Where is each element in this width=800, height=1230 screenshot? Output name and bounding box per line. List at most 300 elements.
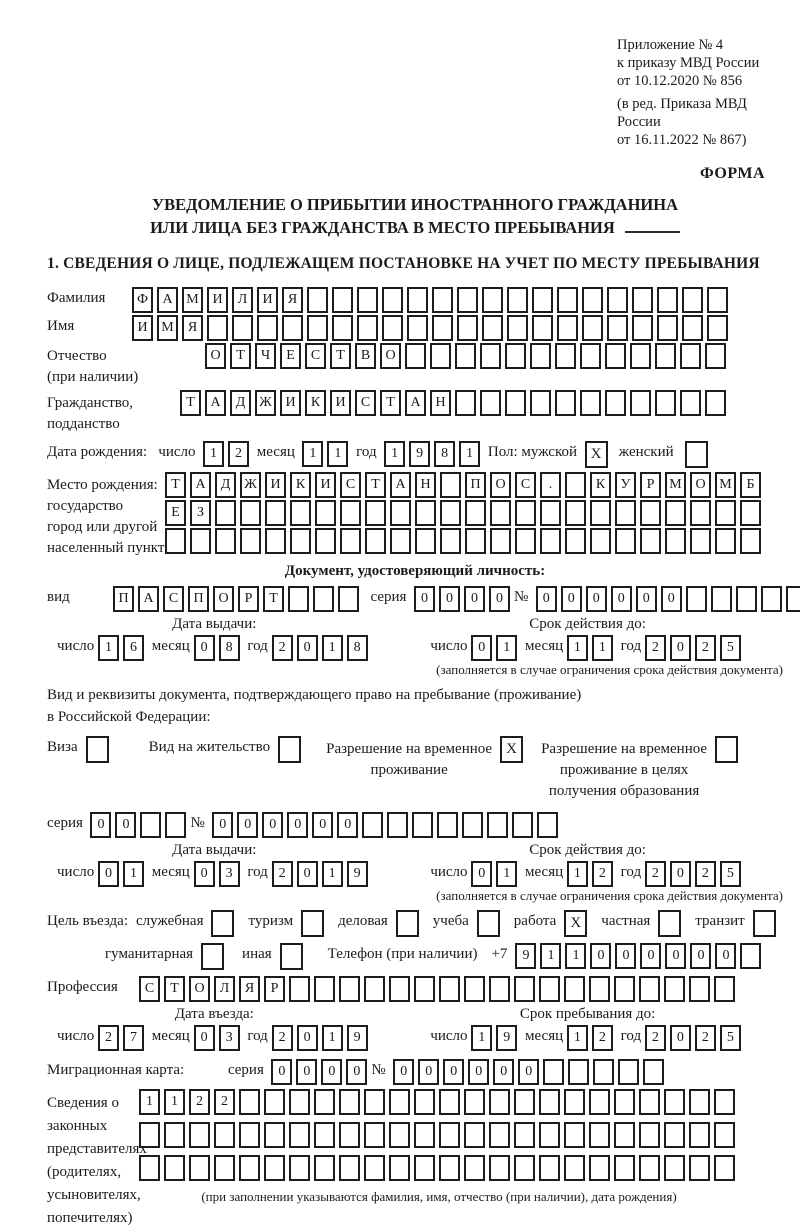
char-cell [455,343,476,369]
char-cell [514,976,535,1002]
char-cell [340,528,361,554]
char-cell [564,1155,585,1181]
phone-cells [515,943,765,969]
issue-day-cells [98,635,148,661]
char-cell [664,1122,685,1148]
char-cell: 8 [434,441,455,467]
char-cell [315,500,336,526]
char-cell [239,1155,260,1181]
char-cell [464,976,485,1002]
char-cell: 0 [518,1059,539,1085]
char-cell [689,976,710,1002]
char-cell [715,528,736,554]
char-cell: 0 [670,861,691,887]
char-cell: 9 [409,441,430,467]
char-cell: 2 [695,861,716,887]
char-cell: 0 [297,635,318,661]
migration-card-row [47,1059,783,1085]
char-cell [314,1089,335,1115]
char-cell [415,500,436,526]
char-cell [189,1122,210,1148]
char-cell: 1 [496,635,517,661]
char-cell: Н [415,472,436,498]
char-cell: 0 [471,861,492,887]
char-cell: И [207,287,228,313]
char-cell [405,343,426,369]
char-cell: 2 [189,1089,210,1115]
char-cell [707,315,728,341]
char-cell: 0 [464,586,485,612]
char-cell [505,343,526,369]
char-cell [639,1122,660,1148]
char-cell: З [190,500,211,526]
char-cell [490,500,511,526]
char-cell [289,1122,310,1148]
char-cell [437,812,458,838]
char-cell: 9 [347,861,368,887]
entry-year-cells [272,1025,372,1051]
purpose-transit-checkbox [753,910,776,937]
month-label: месяц [256,444,295,460]
char-cell: 1 [322,635,343,661]
char-cell [357,315,378,341]
residence-issue-block: Дата выдачи: число 0 1 месяц 0 3 год 2 0 1 9 [57,842,372,887]
char-cell: 0 [489,586,510,612]
option-visa: Виза [47,739,78,755]
char-cell [565,472,586,498]
char-cell [307,287,328,313]
char-cell [382,287,403,313]
char-cell [482,315,503,341]
char-cell [514,1089,535,1115]
option-temp-residence-education: Разрешение на временное проживание в целях получения образования [541,741,708,799]
phone-label: Телефон (при наличии) [327,946,478,962]
char-cell [665,500,686,526]
char-cell [643,1059,664,1085]
char-cell [140,812,161,838]
char-cell [615,528,636,554]
char-cell: 0 [665,943,686,969]
char-cell: 0 [636,586,657,612]
purpose-study-checkbox [477,910,500,937]
char-cell: 0 [98,861,119,887]
char-cell [568,1059,589,1085]
char-cell: 2 [272,635,293,661]
given-name-row [47,315,783,341]
sex-female-checkbox [685,441,708,468]
surname-label: Фамилия [47,290,106,306]
char-cell [440,500,461,526]
char-cell: Ж [240,472,261,498]
char-cell: М [665,472,686,498]
citizenship-row [47,390,783,435]
char-cell [164,1155,185,1181]
appendix-block [617,36,783,149]
char-cell [164,1122,185,1148]
char-cell: 0 [296,1059,317,1085]
char-cell: 2 [214,1089,235,1115]
patronymic-row [47,343,783,388]
migration-series-label: серия [227,1062,264,1078]
sex-label: Пол: [487,444,518,460]
char-cell [264,1089,285,1115]
char-cell [265,528,286,554]
char-cell [207,315,228,341]
char-cell: 0 [212,812,233,838]
char-cell: К [305,390,326,416]
migration-number-cells [393,1059,668,1085]
char-cell: 2 [272,861,293,887]
char-cell [590,500,611,526]
char-cell [539,976,560,1002]
char-cell [615,500,636,526]
char-cell [165,812,186,838]
char-cell: 0 [337,812,358,838]
doc-series-cells [414,586,514,612]
char-cell: 0 [590,943,611,969]
char-cell [414,1122,435,1148]
char-cell [290,528,311,554]
char-cell: О [490,472,511,498]
char-cell: 1 [471,1025,492,1051]
char-cell: 0 [661,586,682,612]
citizenship-cells [180,390,730,416]
section1-heading: 1. СВЕДЕНИЯ О ЛИЦЕ, ПОДЛЕЖАЩЕМ ПОСТАНОВКЕ НА УЧЕТ ПО МЕСТУ ПРЕБЫВАНИЯ [47,255,760,272]
char-cell: О [189,976,210,1002]
char-cell: 0 [690,943,711,969]
char-cell [339,1122,360,1148]
char-cell [264,1122,285,1148]
expiry-year-cells [645,635,745,661]
char-cell [618,1059,639,1085]
char-cell [457,287,478,313]
char-cell [664,976,685,1002]
char-cell: 2 [645,861,666,887]
residence-expiry-block: Срок действия до: число 0 1 месяц 1 2 год 2 0 2 5 [430,842,745,887]
char-cell [539,1155,560,1181]
char-cell [239,1122,260,1148]
identity-doc-kind-row [47,586,783,612]
char-cell [540,500,561,526]
char-cell: И [280,390,301,416]
char-cell [214,1155,235,1181]
char-cell [540,528,561,554]
char-cell: 1 [496,861,517,887]
birth-year-cells [384,441,484,467]
char-cell: А [157,287,178,313]
char-cell [639,1089,660,1115]
char-cell [736,586,757,612]
char-cell: 0 [439,586,460,612]
char-cell: 0 [297,1025,318,1051]
option-temp-residence: Разрешение на временное проживание [326,741,493,778]
char-cell: 0 [640,943,661,969]
char-cell: 1 [567,635,588,661]
char-cell: П [465,472,486,498]
char-cell: Б [740,472,761,498]
char-cell [539,1089,560,1115]
char-cell [430,343,451,369]
char-cell [664,1089,685,1115]
char-cell [339,976,360,1002]
char-cell [465,500,486,526]
char-cell: 0 [90,812,111,838]
appendix-line: Приложение № 4 [617,37,724,53]
char-cell [589,976,610,1002]
char-cell: И [330,390,351,416]
char-cell [240,528,261,554]
char-cell [407,287,428,313]
char-cell [682,287,703,313]
char-cell: 1 [567,1025,588,1051]
char-cell [490,528,511,554]
issue-month-cells [194,635,244,661]
char-cell [412,812,433,838]
char-cell: 0 [346,1059,367,1085]
char-cell: 0 [418,1059,439,1085]
char-cell: 2 [98,1025,119,1051]
char-cell [489,976,510,1002]
representatives-cells [139,1089,739,1205]
char-cell: 1 [302,441,323,467]
char-cell [239,1089,260,1115]
char-cell: Д [215,472,236,498]
char-cell [589,1122,610,1148]
char-cell: О [690,472,711,498]
char-cell [440,472,461,498]
char-cell: 0 [670,635,691,661]
char-cell: П [188,586,209,612]
char-cell: В [355,343,376,369]
char-cell [282,315,303,341]
char-cell [686,586,707,612]
char-cell [507,287,528,313]
char-cell: И [257,287,278,313]
char-cell: 5 [720,861,741,887]
char-cell [605,343,626,369]
char-cell: О [213,586,234,612]
char-cell: 0 [194,1025,215,1051]
char-cell [557,287,578,313]
char-cell: С [163,586,184,612]
char-cell [480,343,501,369]
char-cell [714,1089,735,1115]
stay-day-cells [471,1025,521,1051]
sex-male-label: мужской [521,444,578,460]
char-cell [339,1089,360,1115]
char-cell [414,976,435,1002]
char-cell [440,528,461,554]
char-cell: 3 [219,861,240,887]
char-cell [705,343,726,369]
char-cell: 1 [139,1089,160,1115]
identity-doc-heading: Документ, удостоверяющий личность: [284,563,546,579]
char-cell: А [405,390,426,416]
char-cell [512,812,533,838]
char-cell [139,1122,160,1148]
residence-expiry-month-cells [567,861,617,887]
profession-label: Профессия [47,979,118,995]
char-cell [414,1155,435,1181]
char-cell: 1 [565,943,586,969]
residence-issue-day-cells [98,861,148,887]
residence-series-label: серия [47,815,83,831]
char-cell [639,1155,660,1181]
form-title-line2: ИЛИ ЛИЦА БЕЗ ГРАЖДАНСТВА В МЕСТО ПРЕБЫВАНИЯ [150,218,615,237]
char-cell [439,976,460,1002]
birth-day-cells [203,441,253,467]
char-cell [165,528,186,554]
char-cell [389,976,410,1002]
char-cell [655,343,676,369]
expiry-date-label: Срок действия до: [529,616,646,632]
char-cell [465,528,486,554]
migration-card-label: Миграционная карта: [47,1062,185,1078]
char-cell: 0 [393,1059,414,1085]
char-cell: Ж [255,390,276,416]
migration-number-label: № [371,1062,386,1078]
char-cell [707,287,728,313]
char-cell: 9 [496,1025,517,1051]
appendix-line: к приказу МВД России [617,55,760,71]
char-cell [390,500,411,526]
visa-checkbox [86,736,109,763]
char-cell [390,528,411,554]
char-cell [537,812,558,838]
residence-number-label: № [190,815,205,831]
char-cell [487,812,508,838]
identity-issue-block: Дата выдачи: число 1 6 месяц 0 8 год 2 0 1 8 [57,616,372,661]
char-cell [489,1155,510,1181]
char-cell: А [205,390,226,416]
char-cell: 0 [586,586,607,612]
representatives-label: Сведения о законных представителях (родителях, усыновителях, попечителях) [47,1095,147,1226]
char-cell: О [380,343,401,369]
stay-year-cells [645,1025,745,1051]
char-cell [564,976,585,1002]
char-cell: 1 [98,635,119,661]
char-cell [457,315,478,341]
visit-purpose-label: Цель въезда: [47,913,128,929]
purpose-private-checkbox [658,910,681,937]
issue-year-cells [272,635,372,661]
char-cell [564,1122,585,1148]
char-cell [432,315,453,341]
char-cell [339,1155,360,1181]
char-cell: Т [164,976,185,1002]
char-cell: 0 [414,586,435,612]
patronymic-label: Отчество (при наличии) [47,348,139,385]
char-cell [590,528,611,554]
purpose-work-checkbox: X [564,910,587,937]
char-cell: 9 [515,943,536,969]
char-cell [432,287,453,313]
char-cell: Ч [255,343,276,369]
edition-line: от 16.11.2022 № 867) [617,132,747,148]
char-cell [189,1155,210,1181]
char-cell [289,1089,310,1115]
char-cell: 0 [615,943,636,969]
representatives-row3 [139,1155,739,1181]
char-cell: 0 [670,1025,691,1051]
residence-expiry-day-cells [471,861,521,887]
char-cell [389,1122,410,1148]
char-cell [315,528,336,554]
representatives-row1 [139,1089,739,1115]
char-cell: 1 [567,861,588,887]
char-cell [264,1155,285,1181]
char-cell [332,287,353,313]
citizenship-label: Гражданство, подданство [47,395,134,432]
birth-place-cells [165,472,765,556]
char-cell [711,586,732,612]
char-cell [689,1155,710,1181]
residence-series-cells [90,812,190,838]
residence-permit-checkbox [278,736,301,763]
char-cell: 0 [611,586,632,612]
char-cell [288,586,309,612]
edition-line: (в ред. Приказа МВД России [617,96,747,130]
char-cell: М [157,315,178,341]
edition-block [617,95,783,149]
representatives-block [47,1089,783,1230]
char-cell: П [113,586,134,612]
form-title-line1: УВЕДОМЛЕНИЕ О ПРИБЫТИИ ИНОСТРАННОГО ГРАЖДАНИНА [151,195,679,214]
char-cell: К [290,472,311,498]
char-cell [514,1155,535,1181]
char-cell: И [315,472,336,498]
birth-place-row3 [165,528,765,554]
char-cell: 1 [384,441,405,467]
char-cell [414,1089,435,1115]
doc-kind-cells [113,586,363,612]
char-cell: Т [365,472,386,498]
char-cell [532,315,553,341]
char-cell: Т [330,343,351,369]
char-cell: 0 [194,861,215,887]
char-cell: Я [282,287,303,313]
char-cell [365,528,386,554]
year-label: год [356,444,377,460]
char-cell [307,315,328,341]
char-cell [515,500,536,526]
char-cell: Р [640,472,661,498]
char-cell: А [190,472,211,498]
char-cell [365,500,386,526]
char-cell: Я [239,976,260,1002]
surname-cells [132,287,732,313]
char-cell: 0 [493,1059,514,1085]
residence-expiry-year-cells [645,861,745,887]
char-cell: И [132,315,153,341]
char-cell: Т [180,390,201,416]
char-cell [564,1089,585,1115]
birth-place-label: Место рождения: государство город или другой населенный пункт [47,477,165,556]
residence-options-row [47,736,783,802]
char-cell [632,315,653,341]
surname-row [47,287,783,313]
char-cell [364,976,385,1002]
char-cell [555,390,576,416]
purpose-business-checkbox [396,910,419,937]
char-cell [257,315,278,341]
char-cell: 1 [322,861,343,887]
char-cell [740,943,761,969]
char-cell: 0 [297,861,318,887]
appendix-line: от 10.12.2020 № 856 [617,73,743,89]
char-cell: 1 [322,1025,343,1051]
char-cell [630,343,651,369]
